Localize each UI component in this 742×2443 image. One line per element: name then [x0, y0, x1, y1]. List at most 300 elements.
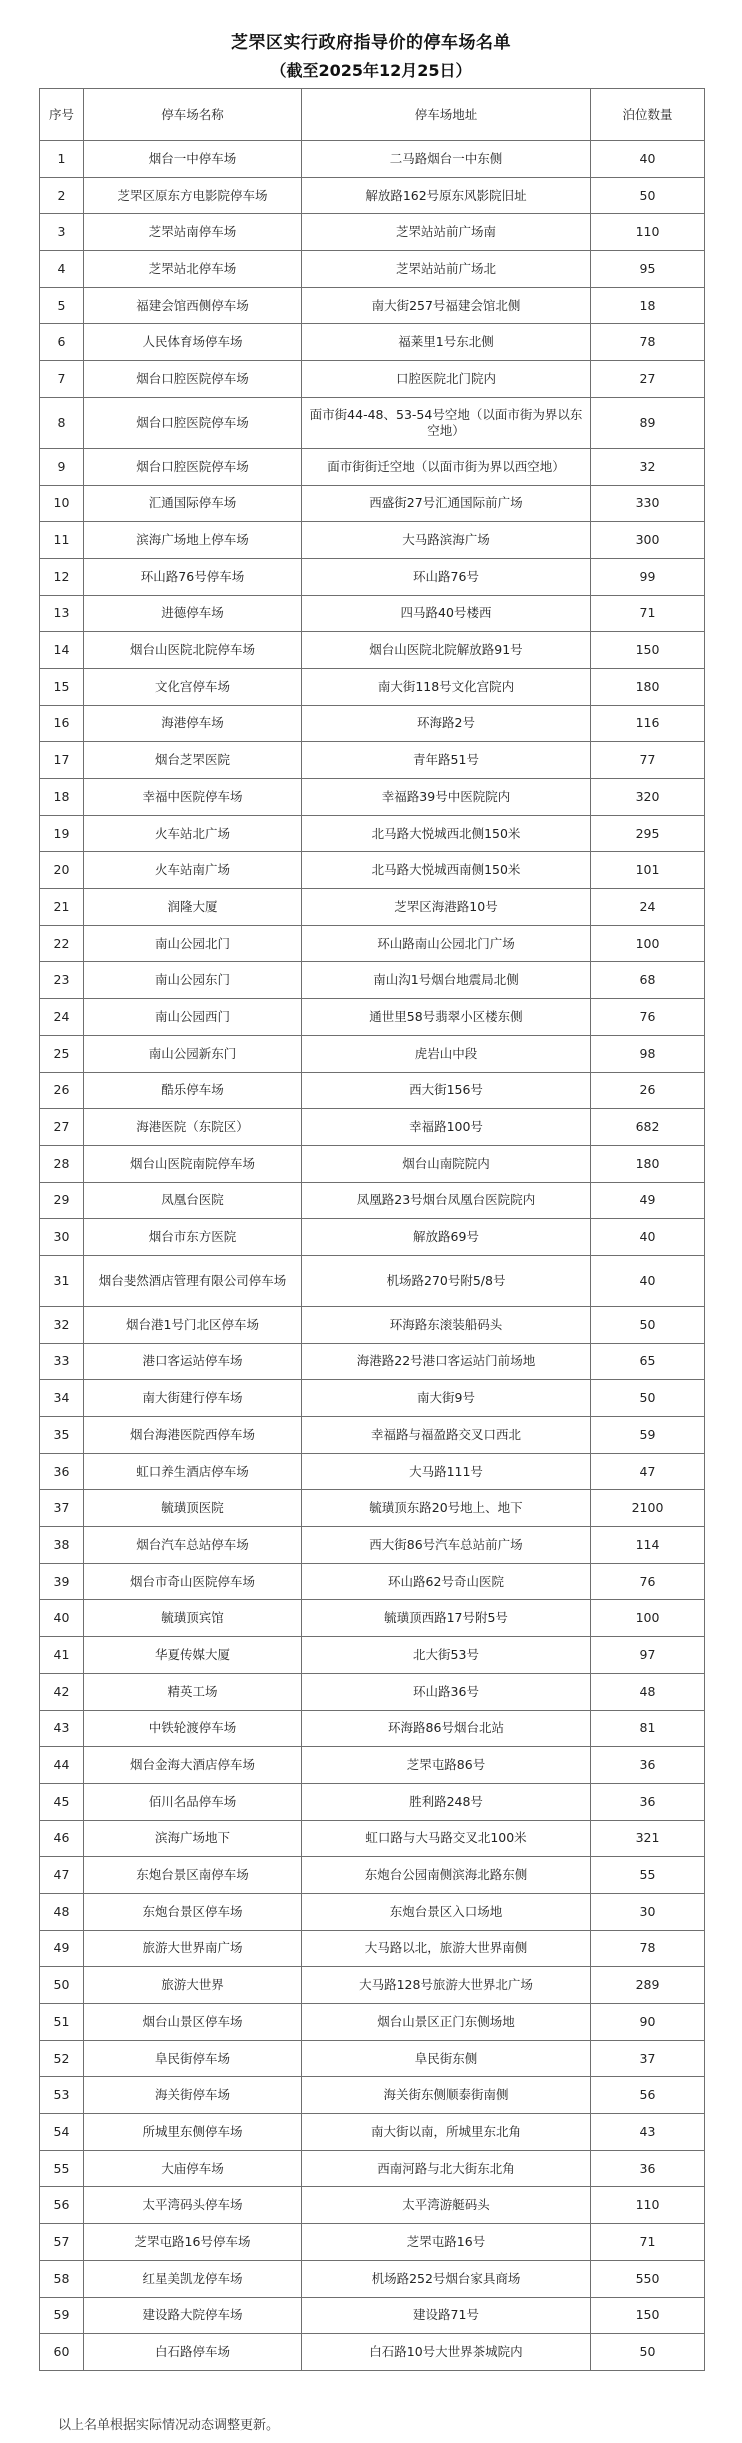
cell-name: 进德停车场: [84, 595, 302, 632]
cell-number: 4: [40, 251, 84, 288]
cell-name: 烟台金海大酒店停车场: [84, 1747, 302, 1784]
cell-capacity: 36: [591, 1783, 705, 1820]
cell-name: 烟台海港医院西停车场: [84, 1417, 302, 1454]
table-row: [40, 2187, 705, 2224]
cell-capacity: 76: [591, 999, 705, 1036]
cell-capacity: 50: [591, 2334, 705, 2371]
cell-capacity: 24: [591, 889, 705, 926]
cell-number: 59: [40, 2297, 84, 2334]
cell-number: 8: [40, 397, 84, 448]
cell-address: 南大街9号: [302, 1380, 591, 1417]
cell-number: 44: [40, 1747, 84, 1784]
cell-capacity: 101: [591, 852, 705, 889]
cell-capacity: 99: [591, 558, 705, 595]
cell-name: 汇通国际停车场: [84, 485, 302, 522]
cell-number: 10: [40, 485, 84, 522]
cell-address: 二马路烟台一中东侧: [302, 141, 591, 178]
cell-number: 36: [40, 1453, 84, 1490]
cell-address: 芝罘站站前广场北: [302, 251, 591, 288]
table-row: [40, 925, 705, 962]
cell-name: 太平湾码头停车场: [84, 2187, 302, 2224]
table-row: [40, 705, 705, 742]
cell-number: 23: [40, 962, 84, 999]
cell-name: 环山路76号停车场: [84, 558, 302, 595]
cell-number: 6: [40, 324, 84, 361]
cell-address: 烟台山南院院内: [302, 1145, 591, 1182]
cell-name: 芝罘站北停车场: [84, 251, 302, 288]
cell-address: 芝罘屯路16号: [302, 2224, 591, 2261]
cell-address: 四马路40号楼西: [302, 595, 591, 632]
cell-number: 3: [40, 214, 84, 251]
cell-address: 胜利路248号: [302, 1783, 591, 1820]
cell-address: 幸福路与福盈路交叉口西北: [302, 1417, 591, 1454]
table-row: [40, 448, 705, 485]
table-row: [40, 2114, 705, 2151]
cell-name: 港口客运站停车场: [84, 1343, 302, 1380]
table-row: [40, 1145, 705, 1182]
cell-number: 51: [40, 2004, 84, 2041]
cell-number: 32: [40, 1306, 84, 1343]
cell-address: 毓璜顶西路17号附5号: [302, 1600, 591, 1637]
cell-capacity: 65: [591, 1343, 705, 1380]
table-row: [40, 1783, 705, 1820]
cell-capacity: 110: [591, 214, 705, 251]
cell-number: 1: [40, 141, 84, 178]
table-row: [40, 1600, 705, 1637]
cell-capacity: 27: [591, 361, 705, 398]
cell-name: 烟台口腔医院停车场: [84, 397, 302, 448]
table-row: [40, 1967, 705, 2004]
cell-capacity: 49: [591, 1182, 705, 1219]
cell-address: 虎岩山中段: [302, 1035, 591, 1072]
cell-capacity: 32: [591, 448, 705, 485]
cell-capacity: 116: [591, 705, 705, 742]
cell-capacity: 59: [591, 1417, 705, 1454]
cell-name: 毓璜顶宾馆: [84, 1600, 302, 1637]
cell-address: 东炮台公园南侧滨海北路东侧: [302, 1857, 591, 1894]
cell-capacity: 68: [591, 962, 705, 999]
header-address: 停车场地址: [302, 89, 591, 141]
cell-number: 46: [40, 1820, 84, 1857]
cell-name: 酷乐停车场: [84, 1072, 302, 1109]
cell-name: 南山公园西门: [84, 999, 302, 1036]
table-row: [40, 558, 705, 595]
cell-number: 12: [40, 558, 84, 595]
cell-number: 11: [40, 522, 84, 559]
cell-number: 30: [40, 1219, 84, 1256]
cell-capacity: 30: [591, 1893, 705, 1930]
cell-number: 5: [40, 287, 84, 324]
table-row: [40, 999, 705, 1036]
table-row: [40, 1857, 705, 1894]
table-row: [40, 779, 705, 816]
cell-address: 青年路51号: [302, 742, 591, 779]
table-row: [40, 214, 705, 251]
cell-address: 环海路86号烟台北站: [302, 1710, 591, 1747]
document-subtitle: （截至2025年12月25日）: [270, 61, 472, 80]
table-row: [40, 852, 705, 889]
cell-name: 南山公园东门: [84, 962, 302, 999]
cell-name: 白石路停车场: [84, 2334, 302, 2371]
cell-name: 旅游大世界: [84, 1967, 302, 2004]
table-row: [40, 815, 705, 852]
table-row: [40, 1306, 705, 1343]
cell-name: 海港医院（东院区）: [84, 1109, 302, 1146]
cell-capacity: 100: [591, 1600, 705, 1637]
cell-name: 毓璜顶医院: [84, 1490, 302, 1527]
cell-name: 烟台一中停车场: [84, 141, 302, 178]
table-row: [40, 1710, 705, 1747]
table-row: [40, 485, 705, 522]
cell-name: 福建会馆西侧停车场: [84, 287, 302, 324]
cell-name: 精英工场: [84, 1673, 302, 1710]
cell-number: 26: [40, 1072, 84, 1109]
table-row: [40, 1747, 705, 1784]
cell-address: 建设路71号: [302, 2297, 591, 2334]
cell-name: 虹口养生酒店停车场: [84, 1453, 302, 1490]
table-row: [40, 1417, 705, 1454]
cell-number: 38: [40, 1527, 84, 1564]
cell-name: 中铁轮渡停车场: [84, 1710, 302, 1747]
cell-name: 芝罘站南停车场: [84, 214, 302, 251]
table-row: [40, 1490, 705, 1527]
cell-name: 人民体育场停车场: [84, 324, 302, 361]
cell-capacity: 150: [591, 2297, 705, 2334]
cell-number: 21: [40, 889, 84, 926]
table-body: [40, 141, 705, 2371]
cell-number: 22: [40, 925, 84, 962]
cell-capacity: 71: [591, 2224, 705, 2261]
table-row: [40, 742, 705, 779]
cell-name: 烟台市奇山医院停车场: [84, 1563, 302, 1600]
cell-name: 华夏传媒大厦: [84, 1637, 302, 1674]
cell-address: 海港路22号港口客运站门前场地: [302, 1343, 591, 1380]
cell-number: 17: [40, 742, 84, 779]
cell-address: 口腔医院北门院内: [302, 361, 591, 398]
cell-number: 50: [40, 1967, 84, 2004]
table-row: [40, 251, 705, 288]
cell-name: 烟台山医院北院停车场: [84, 632, 302, 669]
table-row: [40, 1380, 705, 1417]
table-row: [40, 1255, 705, 1306]
cell-address: 阜民街东侧: [302, 2040, 591, 2077]
cell-address: 环山路76号: [302, 558, 591, 595]
cell-address: 海关街东侧顺泰街南侧: [302, 2077, 591, 2114]
cell-address: 面市街44-48、53-54号空地（以面市街为界以东空地）: [302, 397, 591, 448]
cell-capacity: 36: [591, 1747, 705, 1784]
cell-name: 南大街建行停车场: [84, 1380, 302, 1417]
cell-address: 福莱里1号东北侧: [302, 324, 591, 361]
cell-address: 大马路111号: [302, 1453, 591, 1490]
table-row: [40, 1109, 705, 1146]
cell-name: 东炮台景区南停车场: [84, 1857, 302, 1894]
cell-name: 南山公园北门: [84, 925, 302, 962]
cell-name: 滨海广场地上停车场: [84, 522, 302, 559]
cell-address: 环海路东滚装船码头: [302, 1306, 591, 1343]
cell-number: 55: [40, 2150, 84, 2187]
cell-name: 大庙停车场: [84, 2150, 302, 2187]
cell-capacity: 50: [591, 1306, 705, 1343]
cell-capacity: 180: [591, 1145, 705, 1182]
cell-capacity: 2100: [591, 1490, 705, 1527]
table-row: [40, 177, 705, 214]
cell-name: 烟台市东方医院: [84, 1219, 302, 1256]
cell-number: 27: [40, 1109, 84, 1146]
cell-address: 环海路2号: [302, 705, 591, 742]
cell-name: 建设路大院停车场: [84, 2297, 302, 2334]
table-row: [40, 962, 705, 999]
cell-address: 南山沟1号烟台地震局北侧: [302, 962, 591, 999]
table-row: [40, 1820, 705, 1857]
cell-address: 凤凰路23号烟台凤凰台医院院内: [302, 1182, 591, 1219]
table-row: [40, 2077, 705, 2114]
cell-address: 环山路36号: [302, 1673, 591, 1710]
table-row: [40, 2297, 705, 2334]
cell-address: 大马路128号旅游大世界北广场: [302, 1967, 591, 2004]
cell-number: 43: [40, 1710, 84, 1747]
cell-number: 15: [40, 668, 84, 705]
cell-number: 24: [40, 999, 84, 1036]
cell-name: 烟台山医院南院停车场: [84, 1145, 302, 1182]
cell-address: 大马路滨海广场: [302, 522, 591, 559]
cell-capacity: 71: [591, 595, 705, 632]
table-row: [40, 889, 705, 926]
cell-address: 北马路大悦城西北侧150米: [302, 815, 591, 852]
table-row: [40, 1893, 705, 1930]
cell-capacity: 36: [591, 2150, 705, 2187]
cell-capacity: 55: [591, 1857, 705, 1894]
cell-name: 幸福中医院停车场: [84, 779, 302, 816]
table-row: [40, 2224, 705, 2261]
cell-number: 52: [40, 2040, 84, 2077]
cell-number: 58: [40, 2260, 84, 2297]
table-row: [40, 287, 705, 324]
table-row: [40, 1182, 705, 1219]
cell-number: 13: [40, 595, 84, 632]
cell-number: 28: [40, 1145, 84, 1182]
cell-number: 47: [40, 1857, 84, 1894]
cell-number: 14: [40, 632, 84, 669]
cell-address: 芝罘屯路86号: [302, 1747, 591, 1784]
cell-name: 东炮台景区停车场: [84, 1893, 302, 1930]
cell-capacity: 76: [591, 1563, 705, 1600]
table-row: [40, 1527, 705, 1564]
cell-capacity: 97: [591, 1637, 705, 1674]
cell-capacity: 77: [591, 742, 705, 779]
cell-capacity: 180: [591, 668, 705, 705]
cell-address: 西盛街27号汇通国际前广场: [302, 485, 591, 522]
cell-address: 烟台山景区正门东侧场地: [302, 2004, 591, 2041]
cell-address: 南大街以南，所城里东北角: [302, 2114, 591, 2151]
cell-capacity: 682: [591, 1109, 705, 1146]
cell-number: 19: [40, 815, 84, 852]
cell-address: 白石路10号大世界茶城院内: [302, 2334, 591, 2371]
table-row: [40, 522, 705, 559]
table-row: [40, 1453, 705, 1490]
cell-number: 9: [40, 448, 84, 485]
cell-number: 53: [40, 2077, 84, 2114]
cell-number: 39: [40, 1563, 84, 1600]
cell-name: 烟台山景区停车场: [84, 2004, 302, 2041]
cell-name: 红星美凯龙停车场: [84, 2260, 302, 2297]
table-row: [40, 1673, 705, 1710]
cell-number: 7: [40, 361, 84, 398]
cell-number: 45: [40, 1783, 84, 1820]
cell-name: 佰川名品停车场: [84, 1783, 302, 1820]
cell-capacity: 89: [591, 397, 705, 448]
cell-capacity: 56: [591, 2077, 705, 2114]
cell-address: 幸福路100号: [302, 1109, 591, 1146]
table-row: [40, 1343, 705, 1380]
cell-address: 环山路62号奇山医院: [302, 1563, 591, 1600]
cell-capacity: 47: [591, 1453, 705, 1490]
table-row: [40, 141, 705, 178]
cell-capacity: 78: [591, 1930, 705, 1967]
cell-capacity: 550: [591, 2260, 705, 2297]
cell-number: 37: [40, 1490, 84, 1527]
cell-capacity: 50: [591, 1380, 705, 1417]
cell-address: 毓璜顶东路20号地上、地下: [302, 1490, 591, 1527]
cell-capacity: 289: [591, 1967, 705, 2004]
table-header-row: [40, 89, 705, 141]
cell-number: 16: [40, 705, 84, 742]
table-row: [40, 1219, 705, 1256]
cell-name: 火车站北广场: [84, 815, 302, 852]
cell-name: 芝罘屯路16号停车场: [84, 2224, 302, 2261]
header-name: 停车场名称: [84, 89, 302, 141]
cell-address: 机场路270号附5/8号: [302, 1255, 591, 1306]
cell-name: 凤凰台医院: [84, 1182, 302, 1219]
cell-address: 面市街街迁空地（以面市街为界以西空地）: [302, 448, 591, 485]
table-row: [40, 595, 705, 632]
cell-name: 烟台汽车总站停车场: [84, 1527, 302, 1564]
cell-address: 西南河路与北大街东北角: [302, 2150, 591, 2187]
cell-address: 幸福路39号中医院院内: [302, 779, 591, 816]
cell-address: 虹口路与大马路交叉北100米: [302, 1820, 591, 1857]
cell-capacity: 40: [591, 141, 705, 178]
cell-capacity: 81: [591, 1710, 705, 1747]
cell-address: 烟台山医院北院解放路91号: [302, 632, 591, 669]
cell-number: 57: [40, 2224, 84, 2261]
cell-capacity: 26: [591, 1072, 705, 1109]
cell-name: 海关街停车场: [84, 2077, 302, 2114]
cell-number: 48: [40, 1893, 84, 1930]
cell-capacity: 300: [591, 522, 705, 559]
cell-number: 40: [40, 1600, 84, 1637]
cell-address: 北马路大悦城西南侧150米: [302, 852, 591, 889]
cell-number: 54: [40, 2114, 84, 2151]
cell-name: 旅游大世界南广场: [84, 1930, 302, 1967]
table-row: [40, 361, 705, 398]
cell-capacity: 50: [591, 177, 705, 214]
cell-name: 所城里东侧停车场: [84, 2114, 302, 2151]
cell-name: 南山公园新东门: [84, 1035, 302, 1072]
table-row: [40, 1035, 705, 1072]
cell-name: 烟台斐然酒店管理有限公司停车场: [84, 1255, 302, 1306]
header-capacity: 泊位数量: [591, 89, 705, 141]
cell-capacity: 110: [591, 2187, 705, 2224]
cell-number: 35: [40, 1417, 84, 1454]
cell-number: 33: [40, 1343, 84, 1380]
cell-number: 20: [40, 852, 84, 889]
cell-address: 南大街257号福建会馆北侧: [302, 287, 591, 324]
footnote: 以上名单根据实际情况动态调整更新。: [58, 2418, 280, 2433]
cell-address: 北大街53号: [302, 1637, 591, 1674]
cell-name: 芝罘区原东方电影院停车场: [84, 177, 302, 214]
cell-number: 42: [40, 1673, 84, 1710]
cell-number: 41: [40, 1637, 84, 1674]
cell-capacity: 95: [591, 251, 705, 288]
cell-capacity: 320: [591, 779, 705, 816]
cell-number: 29: [40, 1182, 84, 1219]
table-row: [40, 1930, 705, 1967]
cell-name: 滨海广场地下: [84, 1820, 302, 1857]
cell-number: 31: [40, 1255, 84, 1306]
cell-name: 海港停车场: [84, 705, 302, 742]
cell-address: 大马路以北，旅游大世界南侧: [302, 1930, 591, 1967]
table-row: [40, 1072, 705, 1109]
table-row: [40, 632, 705, 669]
table-row: [40, 1637, 705, 1674]
cell-address: 太平湾游艇码头: [302, 2187, 591, 2224]
cell-capacity: 295: [591, 815, 705, 852]
cell-name: 火车站南广场: [84, 852, 302, 889]
cell-capacity: 48: [591, 1673, 705, 1710]
table-row: [40, 2334, 705, 2371]
table-row: [40, 2260, 705, 2297]
cell-number: 56: [40, 2187, 84, 2224]
cell-capacity: 330: [591, 485, 705, 522]
cell-capacity: 37: [591, 2040, 705, 2077]
table-row: [40, 1563, 705, 1600]
cell-capacity: 78: [591, 324, 705, 361]
cell-capacity: 150: [591, 632, 705, 669]
cell-capacity: 98: [591, 1035, 705, 1072]
cell-name: 烟台口腔医院停车场: [84, 448, 302, 485]
table-row: [40, 2150, 705, 2187]
cell-address: 解放路69号: [302, 1219, 591, 1256]
cell-number: 25: [40, 1035, 84, 1072]
cell-address: 机场路252号烟台家具商场: [302, 2260, 591, 2297]
cell-name: 烟台口腔医院停车场: [84, 361, 302, 398]
cell-address: 西大街86号汽车总站前广场: [302, 1527, 591, 1564]
cell-capacity: 321: [591, 1820, 705, 1857]
cell-address: 南大街118号文化宫院内: [302, 668, 591, 705]
header-number: 序号: [40, 89, 84, 141]
cell-capacity: 40: [591, 1219, 705, 1256]
cell-address: 西大街156号: [302, 1072, 591, 1109]
cell-capacity: 114: [591, 1527, 705, 1564]
table-row: [40, 324, 705, 361]
table-row: [40, 397, 705, 448]
cell-number: 49: [40, 1930, 84, 1967]
cell-name: 润隆大厦: [84, 889, 302, 926]
table-row: [40, 2040, 705, 2077]
cell-address: 环山路南山公园北门广场: [302, 925, 591, 962]
cell-capacity: 100: [591, 925, 705, 962]
cell-capacity: 18: [591, 287, 705, 324]
document-title: 芝罘区实行政府指导价的停车场名单: [231, 33, 511, 53]
cell-address: 东炮台景区入口场地: [302, 1893, 591, 1930]
parking-lot-table: [39, 88, 705, 2371]
cell-address: 通世里58号翡翠小区楼东侧: [302, 999, 591, 1036]
cell-number: 2: [40, 177, 84, 214]
table-row: [40, 2004, 705, 2041]
cell-number: 34: [40, 1380, 84, 1417]
cell-number: 18: [40, 779, 84, 816]
cell-address: 解放路162号原东风影院旧址: [302, 177, 591, 214]
cell-name: 烟台芝罘医院: [84, 742, 302, 779]
